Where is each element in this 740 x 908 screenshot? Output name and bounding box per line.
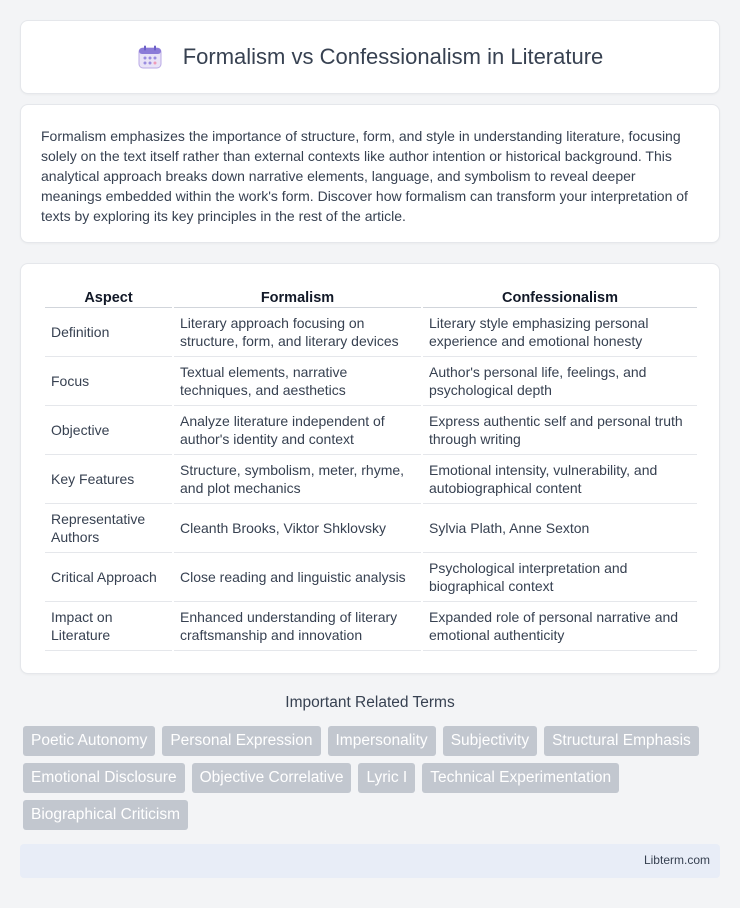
comparison-table — [43, 286, 699, 651]
column-header-confessionalism: Confessionalism — [423, 286, 697, 308]
tag-technical-experimentation[interactable]: Technical Experimentation — [422, 763, 619, 793]
table-cell-confessionalism: Emotional intensity, vulnerability, and autobiographical content — [423, 455, 697, 504]
table-cell-confessionalism: Literary style emphasizing personal experience and emotional honesty — [423, 308, 697, 357]
table-cell-aspect: Representative Authors — [45, 504, 172, 553]
tag-impersonality[interactable]: Impersonality — [328, 726, 436, 756]
table-cell-confessionalism: Psychological interpretation and biographical context — [423, 553, 697, 602]
table-cell-aspect: Objective — [45, 406, 172, 455]
table-row — [45, 357, 697, 406]
intro-card — [20, 104, 720, 243]
table-cell-confessionalism: Expanded role of personal narrative and emotional authenticity — [423, 602, 697, 651]
table-cell-confessionalism: Author's personal life, feelings, and psychological depth — [423, 357, 697, 406]
table-row — [45, 553, 697, 602]
tag-biographical-criticism[interactable]: Biographical Criticism — [23, 800, 188, 830]
table-cell-aspect: Critical Approach — [45, 553, 172, 602]
table-cell-aspect: Impact on Literature — [45, 602, 172, 651]
table-cell-formalism: Structure, symbolism, meter, rhyme, and plot mechanics — [174, 455, 421, 504]
table-cell-formalism: Literary approach focusing on structure, form, and literary devices — [174, 308, 421, 357]
tag-lyric-i[interactable]: Lyric I — [358, 763, 415, 793]
related-terms-heading: Important Related Terms — [285, 694, 455, 711]
table-cell-formalism: Enhanced understanding of literary craftsmanship and innovation — [174, 602, 421, 651]
table-cell-formalism: Textual elements, narrative techniques, and aesthetics — [174, 357, 421, 406]
column-header-aspect: Aspect — [45, 286, 172, 308]
intro-paragraph: Formalism emphasizes the importance of structure, form, and style in understanding literature, focusing solely on the text itself rather than external contexts like author intention or historical background. This analytical approach breaks down narrative elements, language, and symbolism to reveal deeper meanings embedded within the work's form. Discover how formalism can transform your interpretation of texts by exploring its key principles in the rest of the article. — [41, 128, 688, 224]
comparison-table-card — [20, 263, 720, 674]
table-cell-confessionalism: Express authentic self and personal truth through writing — [423, 406, 697, 455]
column-header-formalism: Formalism — [174, 286, 421, 308]
tag-poetic-autonomy[interactable]: Poetic Autonomy — [23, 726, 155, 756]
table-cell-aspect: Key Features — [45, 455, 172, 504]
tag-emotional-disclosure[interactable]: Emotional Disclosure — [23, 763, 185, 793]
table-cell-formalism: Analyze literature independent of author's identity and context — [174, 406, 421, 455]
table-row — [45, 602, 697, 651]
table-cell-aspect: Focus — [45, 357, 172, 406]
table-row — [45, 504, 697, 553]
table-row — [45, 406, 697, 455]
table-row — [45, 455, 697, 504]
tag-subjectivity[interactable]: Subjectivity — [443, 726, 537, 756]
table-header-row — [45, 286, 697, 308]
table-row — [45, 308, 697, 357]
footer-site-link[interactable]: Libterm.com — [643, 853, 710, 867]
table-cell-aspect: Definition — [45, 308, 172, 357]
footer — [20, 844, 720, 878]
tag-objective-correlative[interactable]: Objective Correlative — [192, 763, 352, 793]
table-cell-confessionalism: Sylvia Plath, Anne Sexton — [423, 504, 697, 553]
page-title: Formalism vs Confessionalism in Literature — [182, 44, 604, 69]
tag-structural-emphasis[interactable]: Structural Emphasis — [544, 726, 699, 756]
related-terms-tags — [23, 726, 723, 830]
tag-personal-expression[interactable]: Personal Expression — [162, 726, 320, 756]
table-cell-formalism: Close reading and linguistic analysis — [174, 553, 421, 602]
table-cell-formalism: Cleanth Brooks, Viktor Shklovsky — [174, 504, 421, 553]
calendar-icon — [137, 44, 163, 70]
header-card — [20, 20, 720, 94]
